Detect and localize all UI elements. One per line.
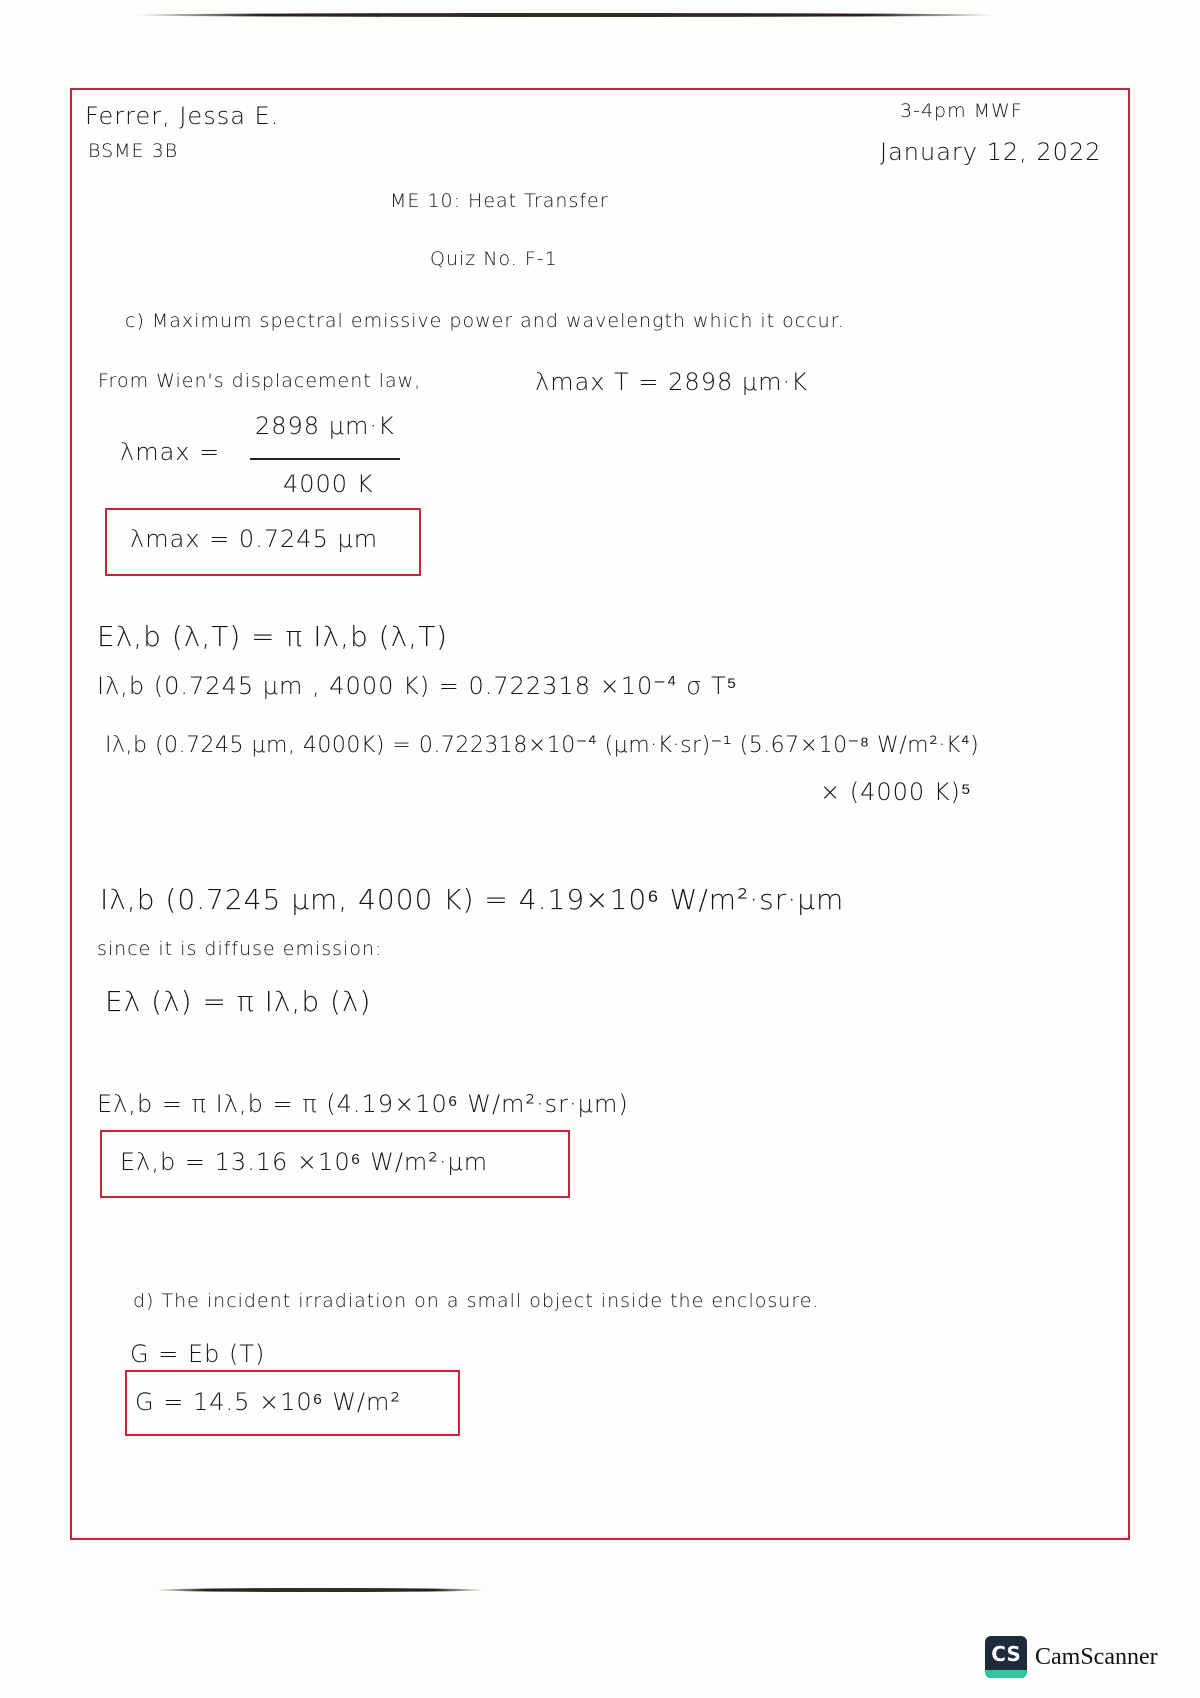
wien-intro: From Wien's displacement law,	[98, 370, 422, 392]
camscanner-watermark	[985, 1636, 1158, 1678]
quiz-number: Quiz No. F-1	[430, 248, 558, 270]
class-schedule: 3-4pm MWF	[900, 100, 1023, 122]
fraction-bar	[250, 458, 400, 460]
equation-intensity-substituted-cont: × (4000 K)⁵	[820, 778, 972, 806]
scan-top-edge	[130, 13, 1000, 17]
page-border	[70, 88, 1130, 1540]
lambda-max-result: λmax = 0.7245 μm	[130, 525, 379, 553]
equation-emissive-power-calc: Eλ,b = π Iλ,b = π (4.19×10⁶ W/m²·sr·μm)	[97, 1090, 629, 1118]
equation-intensity-result: Iλ,b (0.7245 μm, 4000 K) = 4.19×10⁶ W/m²·sr·μm	[100, 883, 845, 916]
fraction-denominator: 4000 K	[283, 470, 374, 498]
quiz-date: January 12, 2022	[880, 138, 1102, 166]
part-d-prompt: d) The incident irradiation on a small object inside the enclosure.	[133, 1290, 820, 1312]
student-section: BSME 3B	[88, 140, 179, 162]
camscanner-label: CamScanner	[1035, 1643, 1158, 1670]
camscanner-logo-icon: CS	[985, 1636, 1027, 1678]
scan-bottom-edge	[155, 1588, 485, 1592]
student-name: Ferrer, Jessa E.	[85, 102, 280, 130]
wien-law: λmax T = 2898 μm·K	[535, 368, 808, 396]
course-title: ME 10: Heat Transfer	[390, 190, 609, 212]
emissive-power-result: Eλ,b = 13.16 ×10⁶ W/m²·μm	[120, 1148, 489, 1176]
irradiation-result: G = 14.5 ×10⁶ W/m²	[135, 1388, 402, 1416]
equation-diffuse: Eλ (λ) = π Iλ,b (λ)	[105, 985, 372, 1018]
equation-irradiation: G = Eb (T)	[130, 1340, 266, 1368]
equation-intensity-sigma: Iλ,b (0.7245 μm , 4000 K) = 0.722318 ×10⁻⁴ σ T⁵	[97, 672, 738, 700]
equation-emissive-definition: Eλ,b (λ,T) = π Iλ,b (λ,T)	[97, 620, 449, 653]
diffuse-emission-note: since it is diffuse emission:	[97, 938, 383, 960]
fraction-numerator: 2898 μm·K	[255, 412, 395, 440]
equation-intensity-substituted: Iλ,b (0.7245 μm, 4000K) = 0.722318×10⁻⁴ (μm·K·sr)⁻¹ (5.67×10⁻⁸ W/m²·K⁴)	[105, 733, 980, 758]
part-c-prompt: c) Maximum spectral emissive power and wavelength which it occur.	[125, 310, 845, 332]
lambda-max-lhs: λmax =	[120, 438, 221, 466]
